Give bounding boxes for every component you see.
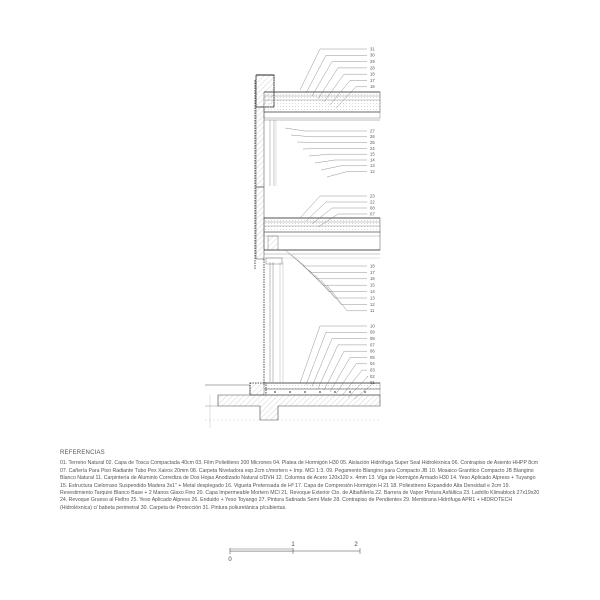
callout-number: 15 [370, 151, 375, 157]
callout-number: 16 [370, 84, 375, 90]
callout-leader [327, 172, 367, 177]
callout-number: 18 [370, 71, 375, 77]
callout-number: 11 [370, 308, 375, 314]
callout-leader [312, 339, 367, 387]
callout-number: 09 [370, 329, 375, 335]
scale-tick-2: 2 [354, 542, 358, 548]
scale-bar [228, 542, 360, 563]
callout-leader [312, 62, 367, 96]
references-text: 01. Terreno Natural 02. Capa de Tosca Compactada 40cm 03. Film Polietileno 200 Micrones 04. Platea de Hormigón H30 05. Aislación Hidrófuga Super Seal Hidroléxnica 06. Contrapiso de Asiento HHPP 8cm 07. Cañería Para Piso Radiante Tubo Pex Xairos 20mm 08. Carpeta Niveladora esp.2cm c/mortero + Imp. MCI 1:3. 09. Pegamento Blangino para Compacto JB 10. Mosaico Granítico Compacto JB Blangino Blanco Natural 11. Carpintería de Aluminio Corrediza de Dos Hojas Anodizado Natural c/DVH 12. Columna de Acero 120x120 x. 4mm 13. Viga de Hormigón Armado H30 14. Yeso Aplicado Alpress + Tuyango 15. Estructura Cielorraso Suspendido Madera 3x1" + Metal desplegado 16. Vigueta Pretensada de Hº 17. Capa de Compresión Hormigón H 21 18. Poliestireno Expandido Alta Densidad e 2cm 19. Revestimiento Tarquini Blanco Base + 2 Manos Glaxo Fino 20. Capa Impermeable Mortero MCI 21. Revoque Exterior Cto. de Albañilería 22. Barrera de Vapor Pintura Asfáltica 23. Ladrillo Klimablock 27x19x20 24. Revoque Grueso al Fieltro 25. Yeso Aplicado Alpress 26. Enduido + Yeso Toyango 27. Pintura Satinada Semi Mate 28. Contrapiso de Pendientes 29. Membrana Hidrófuga APR1 + HIDROTECH (Hidroléxnica) c/ babeta perimetral 30. Carpeta de Protección 31. Pintura poliuretánica p/cubiertas. [60, 460, 540, 511]
callout-number: 28 [370, 65, 375, 71]
callout-number: 25 [370, 140, 375, 145]
callout-number: 12 [370, 169, 375, 174]
callout-number: 18 [370, 263, 375, 269]
callout-number: 10 [370, 323, 375, 329]
callout-number: 22 [370, 199, 375, 205]
callout-number: 23 [370, 193, 375, 199]
callout-number: 02 [370, 373, 375, 379]
callout-number: 26 [370, 134, 375, 140]
callout-leader [321, 280, 367, 304]
callout-leader [315, 275, 367, 298]
callout-number: 04 [370, 361, 375, 367]
callout-number: 17 [370, 77, 375, 83]
callout-number: 05 [370, 354, 375, 360]
callout-number: 14 [370, 289, 375, 294]
callout-number: 08 [370, 336, 375, 341]
callout-number: 29 [370, 59, 375, 64]
callout-number: 13 [370, 163, 375, 169]
callout-leader [321, 166, 367, 170]
callout-leader [297, 142, 367, 143]
callout-number: 17 [370, 269, 375, 275]
scale-tick-1: 1 [291, 542, 295, 548]
callout-number: 30 [370, 52, 375, 58]
callout-number: 27 [370, 128, 375, 134]
callout-number: 01 [370, 380, 375, 386]
callout-number: 03 [370, 367, 375, 373]
callout-number: 13 [370, 295, 375, 301]
callout-number: 12 [370, 301, 375, 307]
intermediate-slab [256, 187, 380, 259]
callout-number: 14 [370, 157, 375, 163]
window-frame [264, 258, 283, 385]
callout-number: 15 [370, 282, 375, 288]
callout-leader [309, 154, 367, 156]
callout-number: 16 [370, 276, 375, 282]
callout-number: 07 [370, 211, 375, 217]
callout-leader [291, 135, 367, 137]
callout-leader [300, 196, 367, 218]
callout-leader [336, 364, 367, 394]
callout-number: 06 [370, 348, 375, 354]
callout-leader [285, 128, 367, 131]
ground-floor [205, 383, 380, 428]
scale-tick-0: 0 [228, 557, 232, 563]
references-block [60, 450, 540, 512]
callout-leader [318, 345, 367, 389]
callout-leader [315, 160, 367, 163]
references-title: REFERENCIAS [60, 450, 105, 456]
callout-number: 31 [370, 46, 375, 52]
callout-number: 24 [370, 145, 375, 151]
callout-leader [303, 148, 367, 149]
callout-number: 07 [370, 342, 375, 348]
callout-leader [309, 270, 367, 292]
roof-slab [264, 92, 380, 120]
callout-number: 08 [370, 205, 375, 211]
callout-leader [303, 265, 367, 285]
